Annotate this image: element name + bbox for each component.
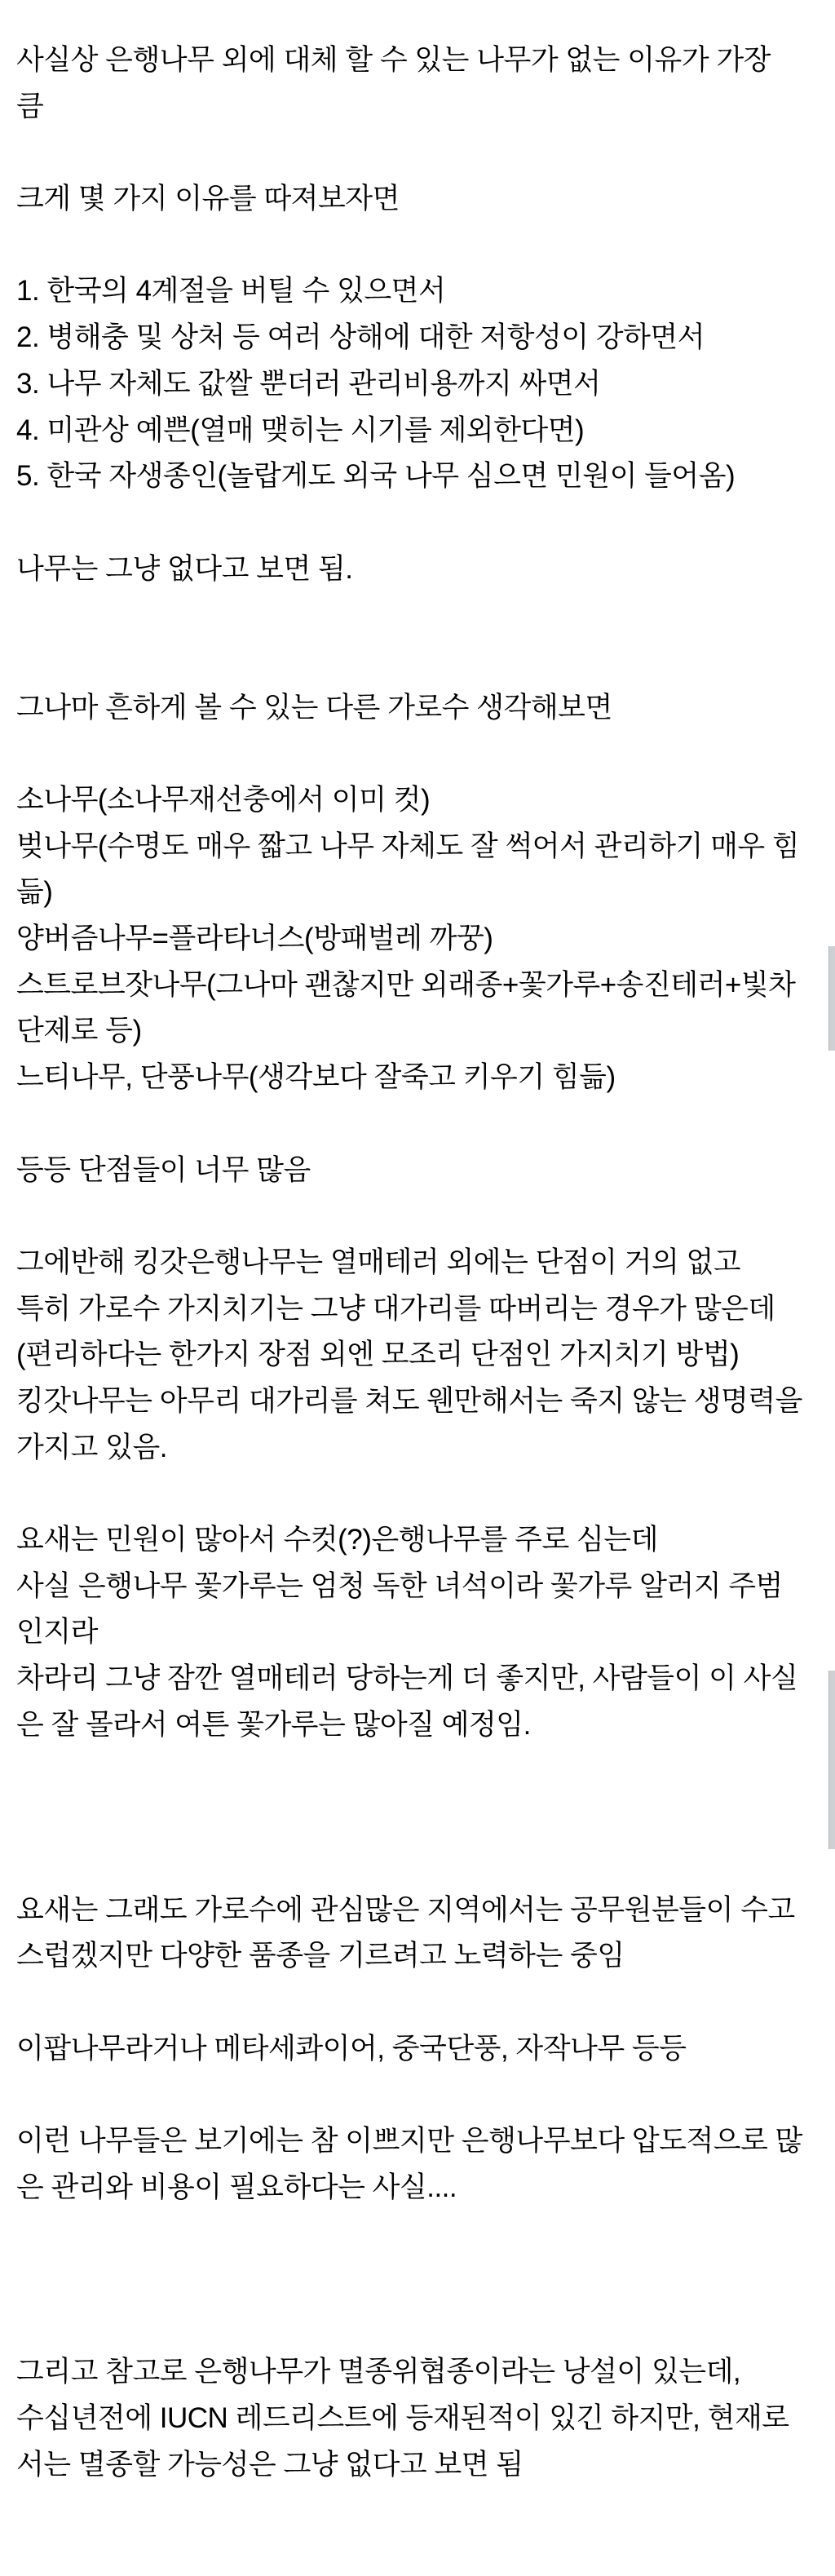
text-line: 수십년전에 IUCN 레드리스트에 등재된적이 있긴 하지만, 현재로 [16, 2402, 789, 2435]
scrollbar-thumb[interactable] [828, 946, 835, 1051]
blank-line [16, 223, 811, 269]
text-line: 그리고 참고로 은행나무가 멸종위협종이라는 낭설이 있는데, [16, 2356, 741, 2388]
blank-line [16, 2304, 811, 2350]
text-line: 요새는 민원이 많아서 수컷(?)은행나무를 주로 심는데 [16, 1524, 658, 1556]
text-line: 그에반해 킹갓은행나무는 열매테러 외에는 단점이 거의 없고 [16, 1246, 741, 1278]
text-line: 이런 나무들은 보기에는 참 이쁘지만 은행나무보다 압도적으로 많 [16, 2124, 802, 2157]
text-line: 2. 병해충 및 상처 등 여러 상해에 대한 저항성이 강하면서 [16, 321, 705, 354]
blank-line [16, 2211, 811, 2257]
blank-line [16, 1471, 811, 1517]
blank-line [16, 1841, 811, 1888]
text-line: 가지고 있음. [16, 1431, 167, 1463]
text-line: 은 잘 몰라서 여튼 꽃가루는 많아질 예정임. [16, 1708, 531, 1741]
text-line: 사실 은행나무 꽃가루는 엄청 독한 녀석이라 꽃가루 알러지 주범 [16, 1569, 783, 1602]
text-line: 킹갓나무는 아무리 대가리를 쳐도 웬만해서는 죽지 않는 생명력을 [16, 1384, 802, 1417]
text-line: 큼 [16, 90, 44, 122]
text-line: 단제로 등) [16, 1015, 142, 1047]
text-line: 스트로브잣나무(그나마 괜찮지만 외래종+꽃가루+송진테러+빛차 [16, 968, 796, 1001]
text-line: 4. 미관상 예쁜(열매 맺히는 시기를 제외한다면) [16, 414, 585, 446]
text-line: 특히 가로수 가지치기는 그냥 대가리를 따버리는 경우가 많은데 [16, 1292, 775, 1325]
blank-line [16, 2257, 811, 2304]
blank-line [16, 500, 811, 547]
blank-line [16, 2072, 811, 2118]
text-line: 그나마 흔하게 볼 수 있는 다른 가로수 생각해보면 [16, 691, 612, 724]
text-line: 스럽겠지만 다양한 품종을 기르려고 노력하는 중임 [16, 1940, 625, 1972]
blank-line [16, 731, 811, 777]
text-line: 양버즘나무=플라타너스(방패벌레 까꿍) [16, 923, 493, 955]
blank-line [16, 639, 811, 685]
scrollbar-thumb[interactable] [828, 1671, 835, 1849]
text-line: 소나무(소나무재선충에서 이미 컷) [16, 784, 431, 816]
blank-line [16, 1101, 811, 1148]
text-line: 크게 몇 가지 이유를 따져보자면 [16, 183, 400, 215]
blank-line [16, 1193, 811, 1240]
text-line: 인지라 [16, 1616, 98, 1649]
text-line: 사실상 은행나무 외에 대체 할 수 있는 나무가 없는 이유가 가장 [16, 44, 771, 76]
blank-line [16, 1795, 811, 1841]
text-line: 차라리 그냥 잠깐 열매테러 당하는게 더 좋지만, 사람들이 이 사실 [16, 1662, 798, 1695]
blank-line [16, 1980, 811, 2026]
text-line: 등등 단점들이 너무 많음 [16, 1153, 311, 1186]
text-line: 서는 멸종할 가능성은 그냥 없다고 보면 됨 [16, 2448, 524, 2481]
text-line: 5. 한국 자생종인(놀랍게도 외국 나무 심으면 민원이 들어옴) [16, 460, 736, 493]
text-line: 1. 한국의 4계절을 버틸 수 있으면서 [16, 275, 446, 308]
text-line: 은 관리와 비용이 필요하다는 사실.... [16, 2171, 457, 2203]
blank-line [16, 1748, 811, 1795]
text-line: 나무는 그냥 없다고 보면 됨. [16, 552, 353, 585]
text-line: 3. 나무 자체도 값쌀 뿐더러 관리비용까지 싸면서 [16, 367, 601, 400]
text-line: 느티나무, 단풍나무(생각보다 잘죽고 키우기 힘듦) [16, 1061, 616, 1094]
text-line: 이팝나무라거나 메타세콰이어, 중국단풍, 자작나무 등등 [16, 2032, 687, 2065]
text-line: 요새는 그래도 가로수에 관심많은 지역에서는 공무원분들이 수고 [16, 1893, 795, 1926]
text-line: 벚나무(수명도 매우 짧고 나무 자체도 잘 썩어서 관리하기 매우 힘 [16, 830, 800, 862]
text-line: (편리하다는 한가지 장점 외엔 모조리 단점인 가지치기 방법) [16, 1339, 740, 1371]
text-line: 듦) [16, 876, 53, 909]
blank-line [16, 592, 811, 639]
blank-line [16, 130, 811, 176]
